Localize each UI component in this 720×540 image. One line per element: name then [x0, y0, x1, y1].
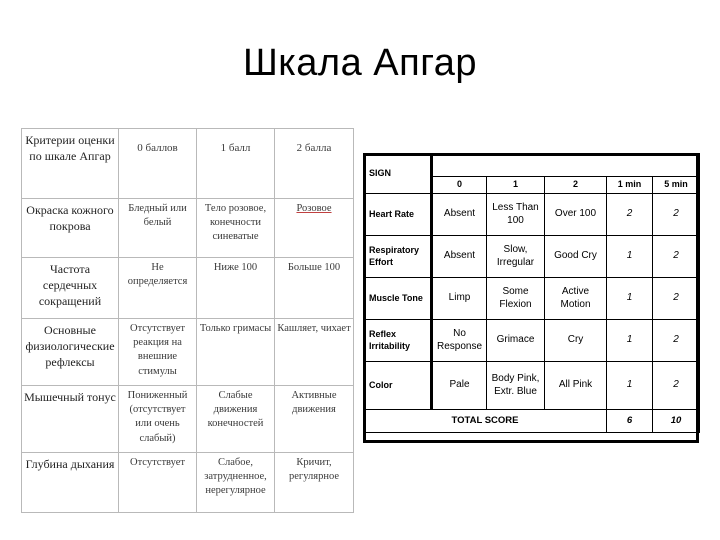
ru-cell: Только гримасы [197, 319, 275, 386]
handwritten-score: 2 [653, 362, 700, 410]
russian-apgar-table [21, 128, 354, 513]
ru-header-criteria: Критерии оценки по шкале Апгар [22, 129, 119, 199]
ru-cell: Отсутствует реакция на внешние стимулы [119, 319, 197, 386]
ru-header-row [22, 129, 354, 199]
handwritten-score: 1 [607, 278, 653, 320]
en-header-spacer [432, 154, 700, 177]
ru-cell: Отсутствует [119, 453, 197, 513]
handwritten-score: 1 [607, 320, 653, 362]
en-cell: Limp [432, 278, 487, 320]
ru-cell: Активные движения [275, 386, 354, 453]
ru-cell: Пониженный (отсутствует или очень слабый) [119, 386, 197, 453]
en-header-5min: 5 min [653, 177, 700, 194]
handwritten-score: 2 [653, 194, 700, 236]
table-row [22, 319, 354, 386]
ru-criterion: Частота сердечных сокращений [22, 258, 119, 319]
ru-cell: Слабые движения конечностей [197, 386, 275, 453]
ru-header-1: 1 балл [197, 129, 275, 199]
handwritten-total-1min: 6 [607, 410, 653, 433]
en-sign: Color [364, 362, 432, 410]
english-apgar-table [363, 153, 700, 433]
ru-header-2: 2 балла [275, 129, 354, 199]
ru-criterion: Мышечный тонус [22, 386, 119, 453]
ru-cell: Бледный или белый [119, 199, 197, 258]
en-cell: Pale [432, 362, 487, 410]
en-header-row [364, 154, 700, 177]
en-header-score-0: 0 [432, 177, 487, 194]
handwritten-score: 1 [607, 362, 653, 410]
ru-cell: Ниже 100 [197, 258, 275, 319]
en-cell: Absent [432, 194, 487, 236]
en-cell: Some Flexion [487, 278, 545, 320]
handwritten-score: 2 [653, 320, 700, 362]
total-row [364, 410, 700, 433]
en-sign: Reflex Irritability [364, 320, 432, 362]
en-cell: Absent [432, 236, 487, 278]
en-cell: All Pink [545, 362, 607, 410]
en-header-score-1: 1 [487, 177, 545, 194]
ru-cell: Кашляет, чихает [275, 319, 354, 386]
en-header-sign: SIGN [364, 154, 432, 194]
handwritten-score: 2 [653, 236, 700, 278]
ru-cell: Тело розовое, конечности синеватые [197, 199, 275, 258]
handwritten-total-5min: 10 [653, 410, 700, 433]
handwritten-score: 1 [607, 236, 653, 278]
table-row [364, 236, 700, 278]
en-cell: Active Motion [545, 278, 607, 320]
en-sign: Muscle Tone [364, 278, 432, 320]
table-row [22, 258, 354, 319]
ru-cell: Больше 100 [275, 258, 354, 319]
ru-cell: Кричит, регулярное [275, 453, 354, 513]
en-cell: Cry [545, 320, 607, 362]
en-cell: Good Cry [545, 236, 607, 278]
en-cell: No Response [432, 320, 487, 362]
table-row [364, 278, 700, 320]
handwritten-score: 2 [653, 278, 700, 320]
ru-cell: Розовое [275, 199, 354, 258]
total-score-label: TOTAL SCORE [364, 410, 607, 433]
en-header-score-2: 2 [545, 177, 607, 194]
ru-criterion: Основные физиологические рефлексы [22, 319, 119, 386]
table-row [22, 199, 354, 258]
slide-title: Шкала Апгар [242, 42, 477, 84]
ru-cell: Не определяется [119, 258, 197, 319]
table-row [364, 362, 700, 410]
en-sign: Heart Rate [364, 194, 432, 236]
table-row [22, 453, 354, 513]
table-row [364, 320, 700, 362]
handwritten-score: 2 [607, 194, 653, 236]
en-cell: Slow, Irregular [487, 236, 545, 278]
en-cell: Body Pink, Extr. Blue [487, 362, 545, 410]
ru-header-0: 0 баллов [119, 129, 197, 199]
en-cell: Less Than 100 [487, 194, 545, 236]
ru-cell: Слабое, затрудненное, нерегулярное [197, 453, 275, 513]
en-cell: Over 100 [545, 194, 607, 236]
en-header-1min: 1 min [607, 177, 653, 194]
table-row [364, 194, 700, 236]
ru-criterion: Глубина дыхания [22, 453, 119, 513]
ru-criterion: Окраска кожного покрова [22, 199, 119, 258]
table-row [22, 386, 354, 453]
en-cell: Grimace [487, 320, 545, 362]
en-sign: Respiratory Effort [364, 236, 432, 278]
